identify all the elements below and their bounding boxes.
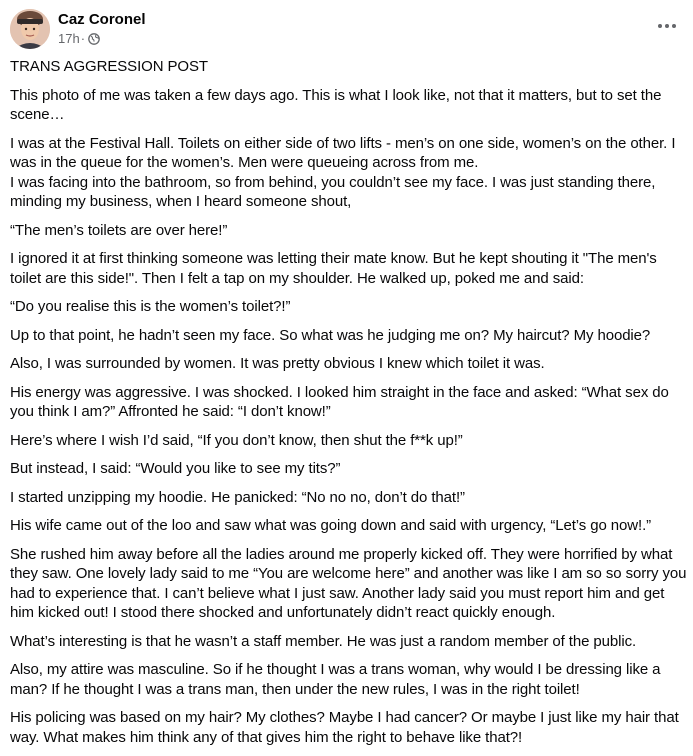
post-paragraph: I was at the Festival Hall. Toilets on either side of two lifts - men’s on one side, women’s on the other. I was in the queue for the women’s. Men were queueing across from me. I was facing into the bathroom, so from behind, you couldn’t see my face. I was just standing there, minding my business, when I heard someone shout, — [10, 134, 676, 210]
author-name[interactable]: Caz Coronel — [58, 11, 146, 28]
post-paragraph: His wife came out of the loo and saw what was going down and said with urgency, “Let’s go now!.” — [10, 517, 652, 534]
avatar-photo — [10, 9, 50, 49]
more-options-icon[interactable] — [655, 14, 679, 38]
post-paragraph: What’s interesting is that he wasn’t a staff member. He was just a random member of the public. — [10, 632, 637, 650]
post-paragraph: His policing was based on my hair? My clothes? Maybe I had cancer? Or maybe I just like my hair that way. What makes him think any of that gives him the right to behave like that?! — [10, 709, 679, 746]
author-avatar[interactable] — [10, 9, 50, 49]
post-paragraph: I started unzipping my hoodie. He panicked: “No no no, don’t do that!” — [10, 488, 465, 506]
post-meta — [58, 31, 100, 46]
post-paragraph: “The men’s toilets are over here!” — [10, 221, 228, 239]
post-paragraph: Also, I was surrounded by women. It was pretty obvious I knew which toilet it was. — [10, 355, 545, 372]
post-paragraph: Here’s where I wish I’d said, “If you don’t know, then shut the f**k up!” — [10, 431, 463, 449]
post-paragraph: Also, my attire was masculine. So if he thought I was a trans woman, why would I be dressing like a man? If he thought I was a trans man, then under the new rules, I was in the right toilet! — [10, 661, 661, 698]
post-paragraph: Up to that point, he hadn’t seen my face. So what was he judging me on? My haircut? My hoodie? — [10, 326, 651, 344]
post-paragraph: I ignored it at first thinking someone was letting their mate know. But he kept shouting it "The men's toilet are this side!". Then I felt a tap on my shoulder. He walked up, poked me and said: — [10, 250, 657, 287]
post-text — [10, 57, 687, 756]
post-paragraph: This photo of me was taken a few days ago. This is what I look like, not that it matters, but to set the scene… — [10, 86, 662, 123]
post-paragraph: She rushed him away before all the ladies around me properly kicked off. They were horrified by what they saw. One lovely lady said to me “You are welcome here” and another was like I am so so sorry you had to experience that. I can’t believe what I just saw. Another lady said you must report him and get him kicked out! I stood there shocked and unfortunately didn’t react quickly enough. — [10, 545, 687, 621]
post-paragraph: “Do you realise this is the women’s toilet?!” — [10, 298, 291, 315]
meta-separator: · — [80, 31, 86, 46]
post-header — [10, 8, 683, 52]
post-timestamp[interactable]: 17h — [58, 31, 80, 46]
globe-icon[interactable] — [88, 33, 100, 45]
post-paragraph: But instead, I said: “Would you like to see my tits?” — [10, 460, 341, 477]
post-paragraph: TRANS AGGRESSION POST — [10, 58, 208, 75]
post-paragraph: His energy was aggressive. I was shocked. I looked him straight in the face and asked: “What sex do you think I am?” Affronted he said: “I don’t know!” — [10, 383, 669, 420]
